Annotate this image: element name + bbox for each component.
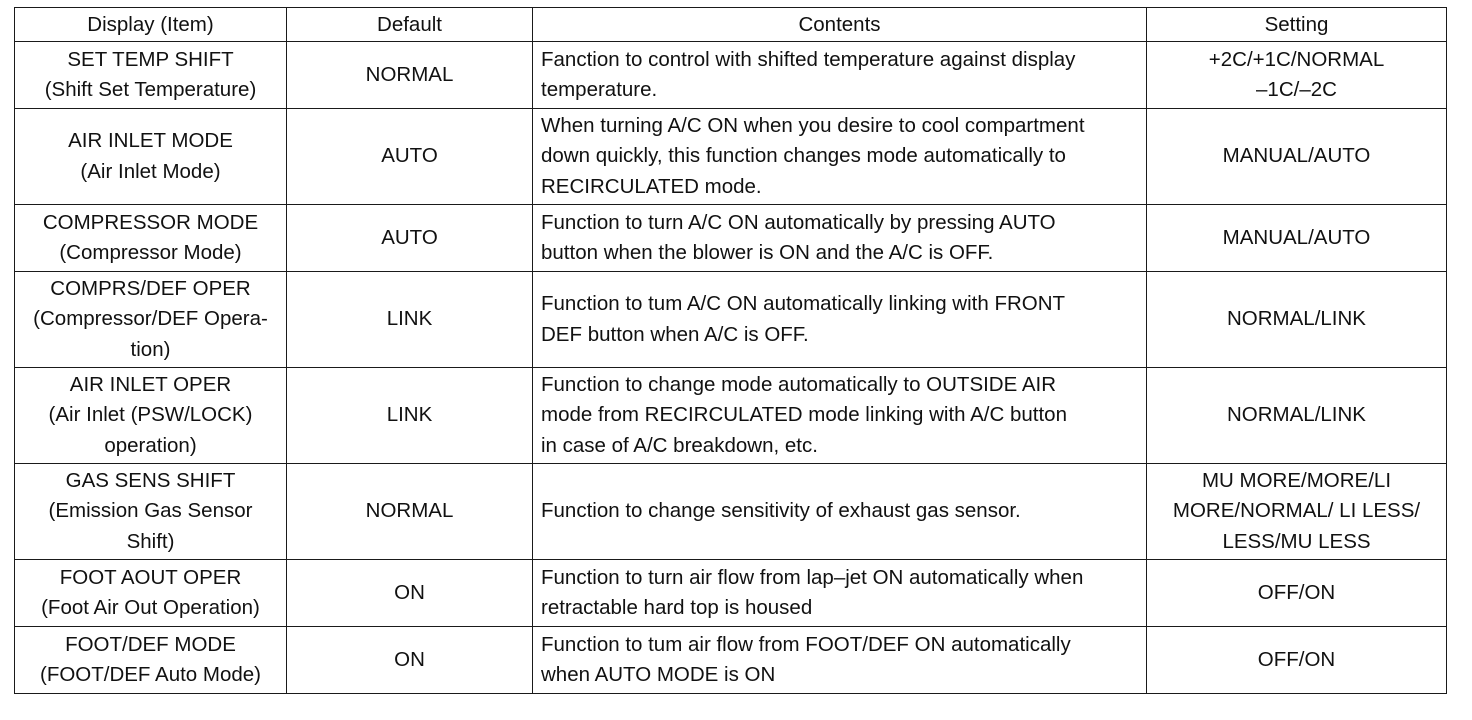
setting-cell [1147, 205, 1447, 272]
contents-line: Function to change mode automatically to OUTSIDE AIR [541, 372, 1057, 396]
contents-line: Function to tum air flow from FOOT/DEF ON automatically [541, 632, 1071, 656]
display-line: (FOOT/DEF Auto Mode) [40, 663, 261, 686]
setting-line: OFF/ON [1257, 580, 1336, 604]
table-row [15, 560, 1447, 627]
display-line: Shift) [126, 529, 175, 553]
table-row [15, 109, 1447, 205]
setting-cell [1147, 464, 1447, 560]
contents-line: Function to turn air flow from lap–jet ON automatically when [541, 565, 1084, 589]
display-cell [15, 109, 287, 205]
display-line: SET TEMP SHIFT [67, 47, 234, 71]
setting-cell [1147, 272, 1447, 368]
settings-table [14, 7, 1447, 694]
setting-line: LESS/MU LESS [1222, 529, 1371, 553]
default-cell: LINK [287, 368, 533, 464]
display-line: (Foot Air Out Operation) [41, 596, 260, 619]
table-row [15, 627, 1447, 694]
display-line: operation) [104, 433, 197, 457]
contents-line: Fanction to control with shifted temperature against display [541, 47, 1076, 71]
contents-cell [533, 627, 1147, 694]
header-contents: Contents [533, 8, 1147, 42]
display-line: FOOT/DEF MODE [65, 632, 236, 656]
display-line: AIR INLET MODE [68, 129, 233, 152]
contents-line: in case of A/C breakdown, etc. [541, 433, 818, 457]
default-cell: ON [287, 627, 533, 694]
contents-cell [533, 42, 1147, 109]
setting-line: NORMAL/LINK [1227, 307, 1366, 331]
setting-cell [1147, 560, 1447, 627]
setting-line: MU MORE/MORE/LI [1201, 468, 1392, 492]
setting-line: –1C/–2C [1256, 78, 1337, 101]
contents-line: Function to tum A/C ON automatically linking with FRONT [541, 292, 1066, 315]
header-default: Default [287, 8, 533, 42]
setting-line: MANUAL/AUTO [1222, 144, 1371, 168]
contents-cell [533, 368, 1147, 464]
setting-line: NORMAL/LINK [1227, 403, 1366, 427]
default-cell: AUTO [287, 205, 533, 272]
display-line: (Compressor Mode) [59, 241, 242, 264]
contents-line: down quickly, this function changes mode automatically to [541, 144, 1066, 168]
setting-line: OFF/ON [1257, 647, 1336, 671]
contents-line: DEF button when A/C is OFF. [541, 322, 809, 346]
contents-line: mode from RECIRCULATED mode linking with A/C button [541, 403, 1067, 427]
display-line: (Air Inlet (PSW/LOCK) [48, 403, 253, 427]
default-cell: ON [287, 560, 533, 627]
table-row [15, 368, 1447, 464]
display-line: (Shift Set Temperature) [44, 78, 257, 101]
default-cell: NORMAL [287, 42, 533, 109]
display-cell [15, 464, 287, 560]
contents-line: temperature. [541, 78, 658, 101]
display-line: AIR INLET OPER [69, 372, 232, 396]
display-cell [15, 627, 287, 694]
contents-line: when AUTO MODE is ON [541, 663, 776, 686]
default-cell: AUTO [287, 109, 533, 205]
setting-line: MORE/NORMAL/ LI LESS/ [1172, 499, 1421, 523]
display-line: COMPRESSOR MODE [42, 210, 259, 234]
contents-cell [533, 272, 1147, 368]
contents-line: Function to turn A/C ON automatically by pressing AUTO [541, 210, 1056, 234]
contents-cell [533, 205, 1147, 272]
setting-cell [1147, 368, 1447, 464]
contents-cell [533, 560, 1147, 627]
table-row [15, 464, 1447, 560]
contents-cell [533, 109, 1147, 205]
display-line: tion) [130, 337, 171, 361]
default-cell: NORMAL [287, 464, 533, 560]
contents-cell [533, 464, 1147, 560]
header-display: Display (Item) [15, 8, 287, 42]
default-cell: LINK [287, 272, 533, 368]
display-line: FOOT AOUT OPER [59, 565, 242, 589]
setting-cell [1147, 109, 1447, 205]
setting-cell [1147, 42, 1447, 109]
table-row [15, 205, 1447, 272]
display-cell [15, 42, 287, 109]
display-cell [15, 205, 287, 272]
display-line: (Emission Gas Sensor [48, 499, 253, 523]
table-row [15, 272, 1447, 368]
display-line: COMPRS/DEF OPER [50, 276, 251, 300]
contents-line: retractable hard top is housed [541, 596, 813, 619]
display-cell [15, 560, 287, 627]
contents-line: RECIRCULATED mode. [541, 174, 762, 198]
table-header-row [15, 8, 1447, 42]
display-cell [15, 368, 287, 464]
display-line: (Compressor/DEF Opera- [33, 307, 268, 331]
display-line: (Air Inlet Mode) [80, 159, 221, 183]
contents-line: Function to change sensitivity of exhaust gas sensor. [541, 499, 1021, 523]
setting-line: +2C/+1C/NORMAL [1208, 47, 1385, 71]
contents-line: button when the blower is ON and the A/C is OFF. [541, 241, 994, 264]
display-line: GAS SENS SHIFT [65, 468, 236, 492]
setting-line: MANUAL/AUTO [1222, 225, 1371, 249]
table-row [15, 42, 1447, 109]
contents-line: When turning A/C ON when you desire to cool compartment [541, 113, 1085, 137]
setting-cell [1147, 627, 1447, 694]
header-setting: Setting [1147, 8, 1447, 42]
display-cell [15, 272, 287, 368]
